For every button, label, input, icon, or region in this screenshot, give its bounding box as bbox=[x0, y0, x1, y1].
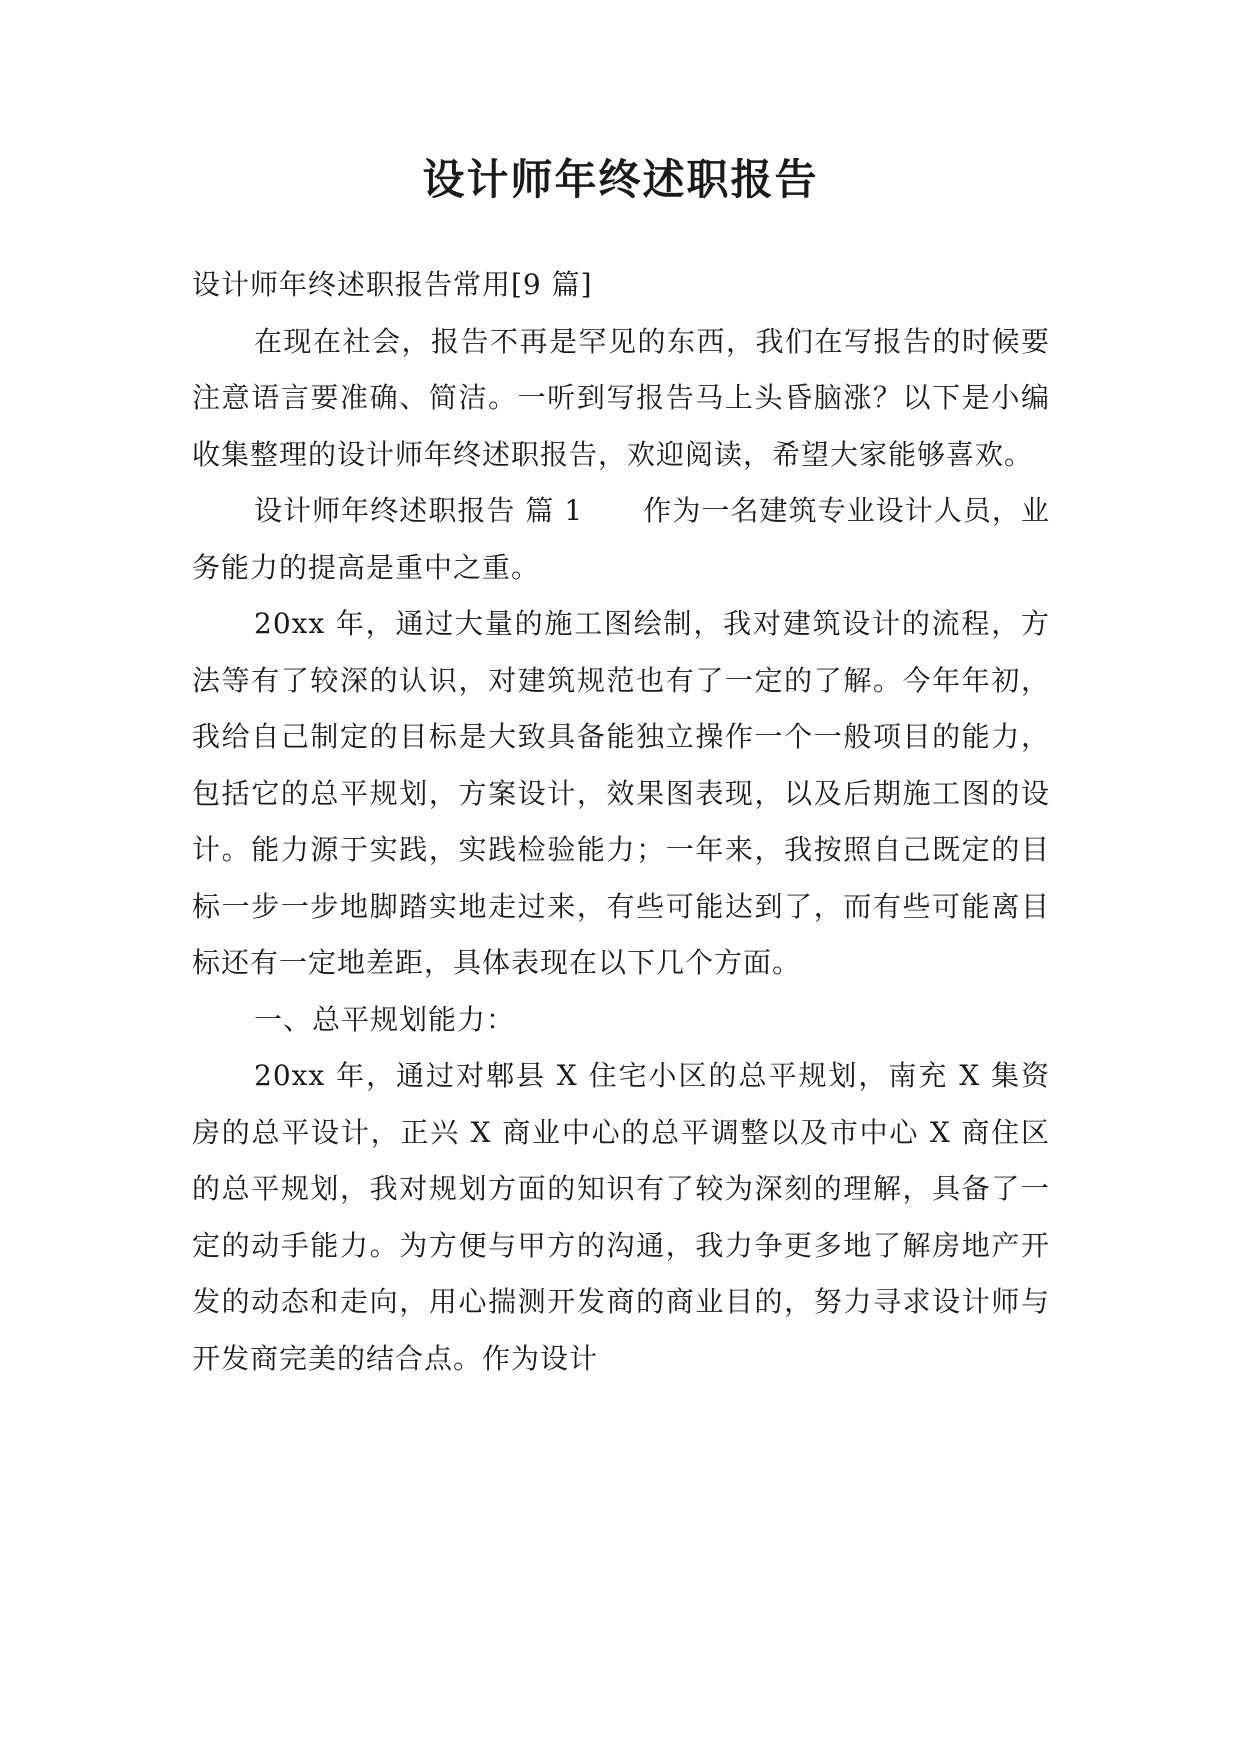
document-title: 设计师年终述职报告 bbox=[422, 155, 819, 204]
item-1-heading: 一、总平规划能力： bbox=[254, 1002, 516, 1036]
section-1-heading: 设计师年终述职报告 篇 1 bbox=[254, 494, 584, 527]
body-paragraph-1: 20xx 年，通过大量的施工图绘制，我对建筑设计的流程，方法等有了较深的认识，对建筑规范也有了一定的了解。今年年初，我给自己制定的目标是大致具备能独立操作一个一般项目的能力，包括它的总平规划，方案设计，效果图表现，以及后期施工图的设计。能力源于实践，实践检验能力；一年来，我按照自己既定的目标一步一步地脚踏实地走过来，有些可能达到了，而有些可能离目标还有一定地差距，具体表现在以下几个方面。 bbox=[192, 607, 1050, 979]
section-1-paragraph bbox=[192, 483, 1050, 596]
section-1-lead: 作为一名建筑专业设计人员，业务能力的提高是重中之重。 bbox=[192, 494, 1050, 584]
body-paragraph-2: 20xx 年，通过对郫县 X 住宅小区的总平规划，南充 X 集资房的总平设计，正兴 X 商业中心的总平调整以及市中心 X 商住区的总平规划，我对规划方面的知识有了较为深刻的理解，具备了一定的动手能力。为方便与甲方的沟通，我力争更多地了解房地产开发的动态和走向，用心揣测开发商的商业目的，努力寻求设计师与开发商完美的结合点。作为设计 bbox=[192, 1059, 1050, 1375]
document-body bbox=[192, 257, 1050, 1387]
intro-paragraph: 在现在社会，报告不再是罕见的东西，我们在写报告的时候要注意语言要准确、简洁。一听到写报告马上头昏脑涨？以下是小编收集整理的设计师年终述职报告，欢迎阅读，希望大家能够喜欢。 bbox=[192, 324, 1050, 471]
document-subtitle: 设计师年终述职报告常用[9 篇] bbox=[192, 268, 593, 301]
